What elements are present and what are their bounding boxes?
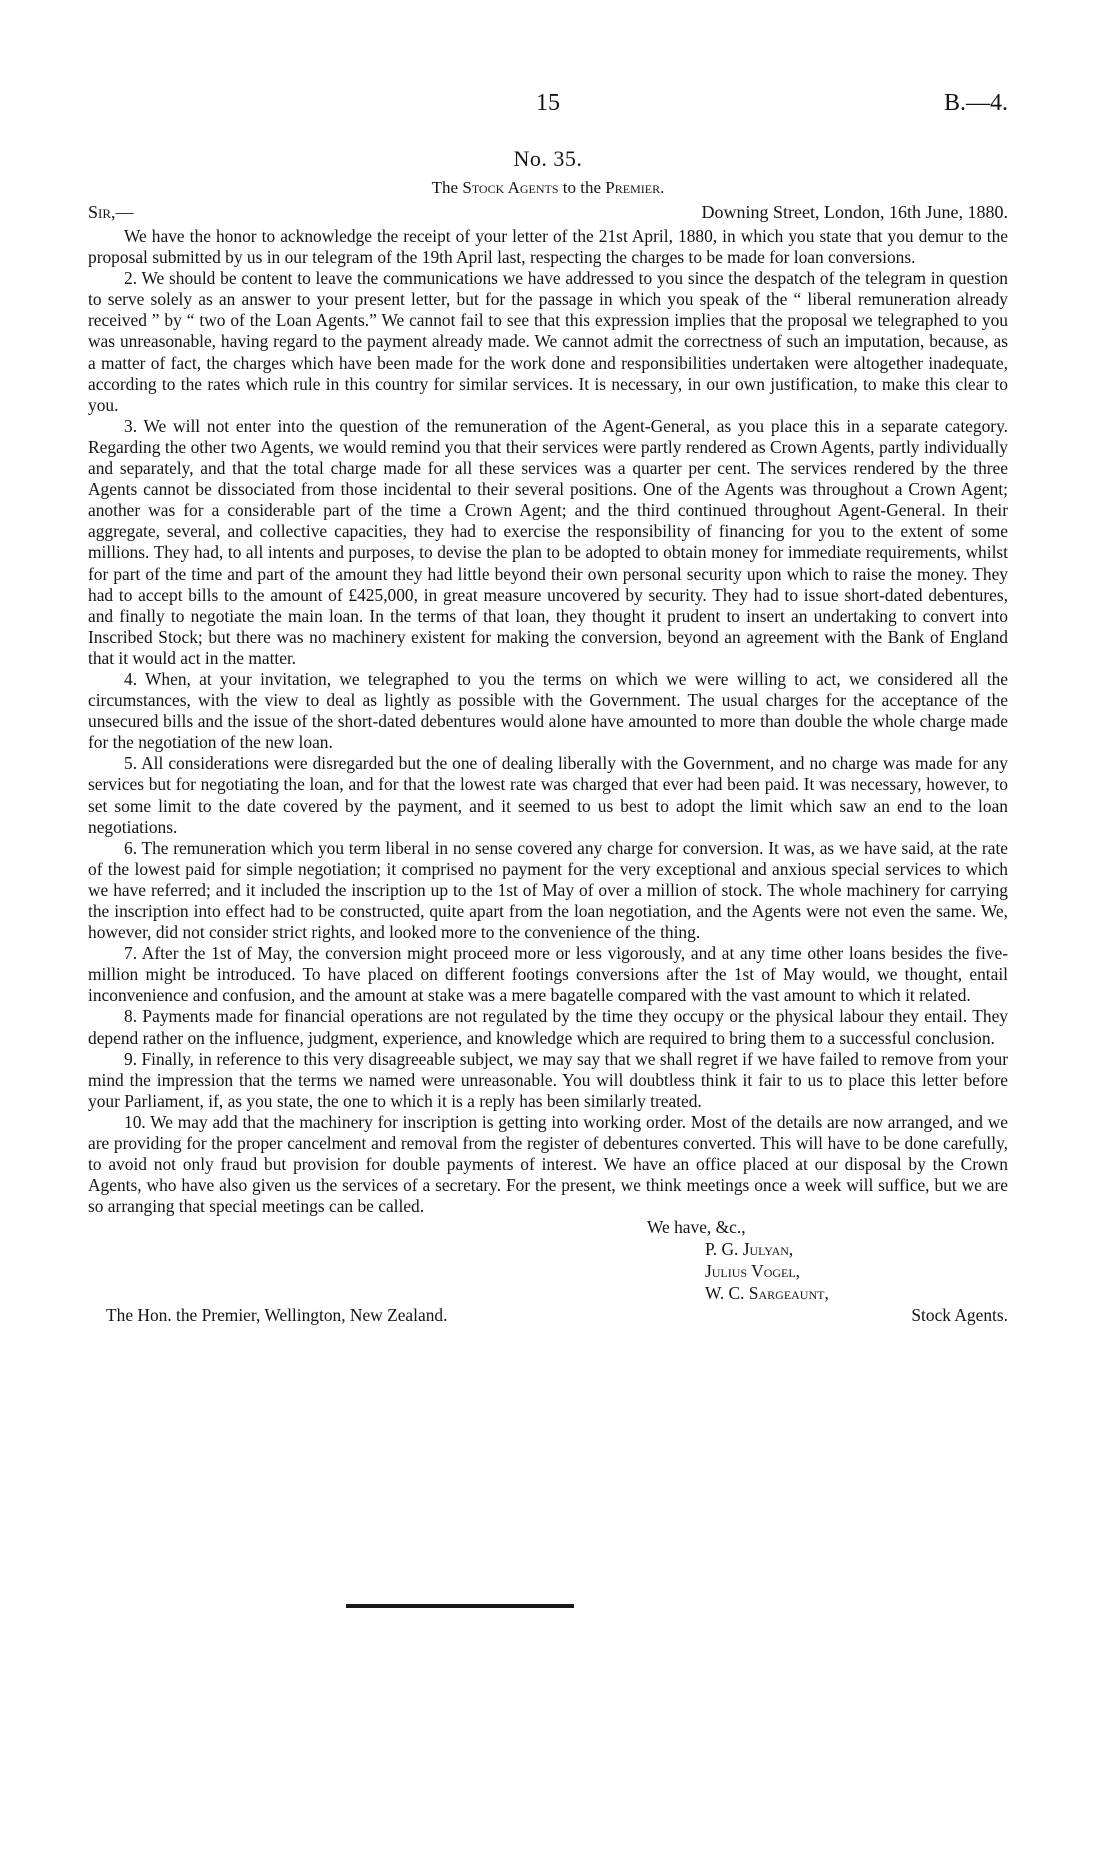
signatory-julyan: P. G. Julyan, [705, 1239, 794, 1260]
paragraph-5: 5. All considerations were disregarded but the one of dealing liberally with the Government, and no charge was made for any services but for negotiating the loan, and for that the lowest rate was charged that ever had been paid. It was necessary, however, to set some limit to the date covered by the payment, and it seemed to us best to adopt the limit which saw an end to the loan negotiations. [88, 753, 1008, 837]
paragraph-6: 6. The remuneration which you term liberal in no sense covered any charge for conversion. It was, as we have said, at the rate of the lowest paid for simple negotiation; it comprised no payment for the very exceptional and anxious special services to which we have referred; and it included the inscription up to the 1st of May of over a million of stock. The whole machinery for carrying the inscription into effect had to be constructed, quite apart from the loan negotiation, and the Agents were not even the same. We, however, did not consider strict rights, and looked more to the convenience of the thing. [88, 837, 1008, 943]
caption-end: . [660, 178, 665, 197]
paragraph-10: 10. We may add that the machinery for inscription is getting into working order. Most of the details are now arranged, and we are providing for the proper cancelment and removal from the register of debentures converted. This will have to be done carefully, to avoid not only fraud but provision for double payments of interest. We have an office placed at our disposal by the Crown Agents, who have also given us the services of a secretary. For the present, we think meetings once a week will suffice, but we are so arranging that special meetings can be called. [88, 1111, 1008, 1217]
paragraph-9: 9. Finally, in reference to this very disagreeable subject, we may say that we shall regret if we have failed to remove from your mind the impression that the terms we named were unreasonable. You will doubtless think it fair to us to place this letter before your Parliament, if, as you state, the one to which it is a reply has been similarly treated. [88, 1048, 1008, 1111]
letter-body [88, 226, 1008, 1217]
addressee: The Hon. the Premier, Wellington, New Zealand. [106, 1305, 448, 1326]
document-number: No. 35. [513, 146, 583, 171]
dateline: Downing Street, London, 16th June, 1880. [701, 202, 1008, 222]
salutation: Sir,— [88, 202, 134, 222]
closing: We have, &c., [647, 1217, 746, 1238]
signatory-vogel: Julius Vogel, [705, 1261, 801, 1282]
paper-reference: B.—4. [943, 90, 1008, 116]
signatory-role: Stock Agents. [911, 1305, 1008, 1326]
document-page [88, 88, 1008, 1828]
caption-prefix: The [431, 178, 463, 197]
paragraph-3: 3. We will not enter into the question of the remuneration of the Agent-General, as you place this in a separate category. Regarding the other two Agents, we would remind you that their services were partly rendered as Crown Agents, partly individually and separately, and that the total charge made for all these services was a quarter per cent. The services rendered by the three Agents cannot be dissociated from those incidental to their several positions. One of the Agents was throughout a Crown Agent; another was for a considerable part of the time a Crown Agent; and the third continued throughout Agent-General. In their aggregate, several, and collective capacities, they had to exercise the responsibility of financing for you to the extent of some millions. They had, to all intents and purposes, to devise the plan to be adopted to obtain money for immediate requirements, whilst for part of the time and part of the amount they had little beyond their own personal security upon which to raise the money. They had to accept bills to the amount of £425,000, in great measure uncovered by security. They had to issue short-dated debentures, and finally to negotiate the main loan. In the terms of that loan, they thought it prudent to insert an undertaking to convert into Inscribed Stock; but there was no machinery existent for making the conversion, beyond an agreement with the Bank of England that it would act in the matter. [88, 415, 1008, 668]
paragraph-4: 4. When, at your invitation, we telegraphed to you the terms on which we were willing to act, we considered all the circumstances, with the view to deal as lightly as possible with the Government. The usual charges for the acceptance of the unsecured bills and the issue of the short-dated debentures would alone have amounted to more than double the whole charge made for the negotiation of the new loan. [88, 668, 1008, 753]
caption-middle: to the [558, 178, 606, 197]
paragraph-8: 8. Payments made for financial operations are not regulated by the time they occupy or the physical labour they entail. They depend rather on the influence, judgment, experience, and knowledge which are required to bring them to a successful conclusion. [88, 1006, 1008, 1048]
paragraph-2: 2. We should be content to leave the communications we have addressed to you since the despatch of the telegram in question to serve solely as an answer to your present letter, but for the passage in which you speak of the “ liberal remuneration already received ” by “ two of the Loan Agents.” We cannot fail to see that this expression implies that the proposal we telegraphed to you was unreasonable, having regard to the payment already made. We cannot admit the correctness of such an imputation, because, as a matter of fact, the charges which have been made for the work done and responsibilities undertaken were altogether inadequate, according to the rates which rule in this country for similar services. It is necessary, in our own justification, to make this clear to you. [88, 268, 1008, 415]
signature-block [88, 1217, 1008, 1335]
salutation-row [88, 202, 1008, 226]
page-number: 15 [536, 90, 560, 116]
page-header [88, 88, 1008, 122]
paragraph-7: 7. After the 1st of May, the conversion might proceed more or less vigorously, and at any time other loans besides the five-million might be introduced. To have placed on different footings conversions after the 1st of May would, we thought, entail inconvenience and confusion, and the amount at stake was a mere bagatelle compared with the vast amount to which it related. [88, 943, 1008, 1006]
document-caption [88, 178, 1008, 198]
closing-rule [346, 1604, 574, 1608]
caption-sender: Stock Agents [462, 178, 559, 197]
signatory-sargeaunt: W. C. Sargeaunt, [705, 1283, 829, 1304]
caption-recipient: Premier [605, 178, 661, 197]
paragraph-1: We have the honor to acknowledge the receipt of your letter of the 21st April, 1880, in which you state that you demur to the proposal submitted by us in our telegram of the 19th April last, respecting the charges to be made for loan conversions. [88, 226, 1008, 268]
